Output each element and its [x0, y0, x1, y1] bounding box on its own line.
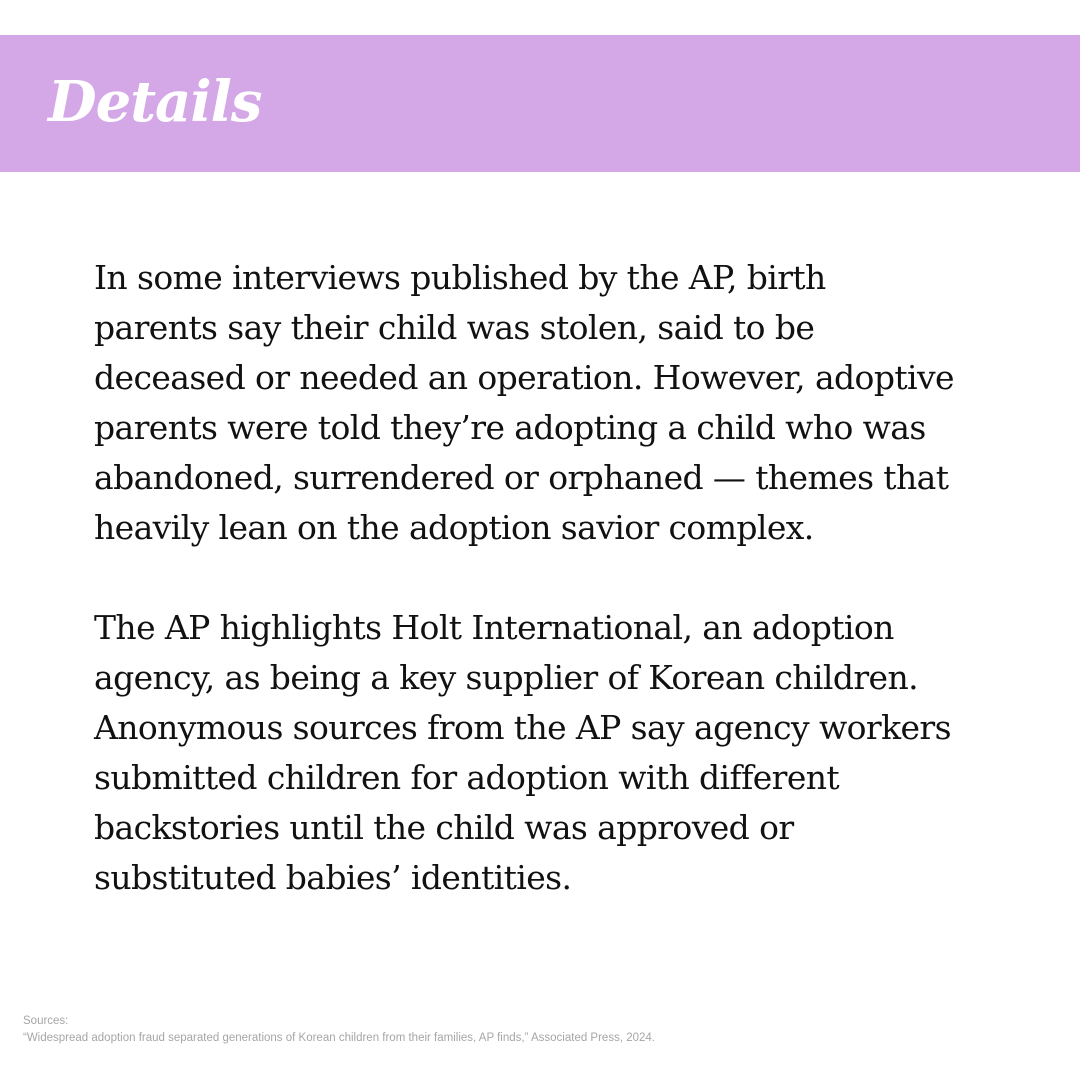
page-title: Details	[48, 69, 262, 135]
text-line: submitted children for adoption with different	[94, 758, 840, 797]
paragraph-1	[94, 253, 994, 553]
text-line: deceased or needed an operation. However, adoptive	[94, 358, 954, 397]
text-line: substituted babies’ identities.	[94, 858, 572, 897]
text-line: Anonymous sources from the AP say agency workers	[94, 708, 951, 747]
text-line: In some interviews published by the AP, birth	[94, 258, 826, 297]
sources-label: Sources:	[23, 1015, 69, 1027]
body-text	[94, 253, 994, 903]
text-line: backstories until the child was approved or	[94, 808, 794, 847]
text-line: The AP highlights Holt International, an adoption	[94, 608, 894, 647]
text-line: heavily lean on the adoption savior complex.	[94, 508, 814, 547]
sources-footer	[23, 1013, 655, 1047]
text-line: abandoned, surrendered or orphaned — themes that	[94, 458, 949, 497]
source-citation: “Widespread adoption fraud separated generations of Korean children from their families, AP finds,” Associated Press, 2024.	[23, 1032, 656, 1044]
paragraph-2	[94, 603, 994, 903]
text-line: parents were told they’re adopting a child who was	[94, 408, 926, 447]
text-line: agency, as being a key supplier of Korean children.	[94, 658, 918, 697]
text-line: parents say their child was stolen, said to be	[94, 308, 815, 347]
